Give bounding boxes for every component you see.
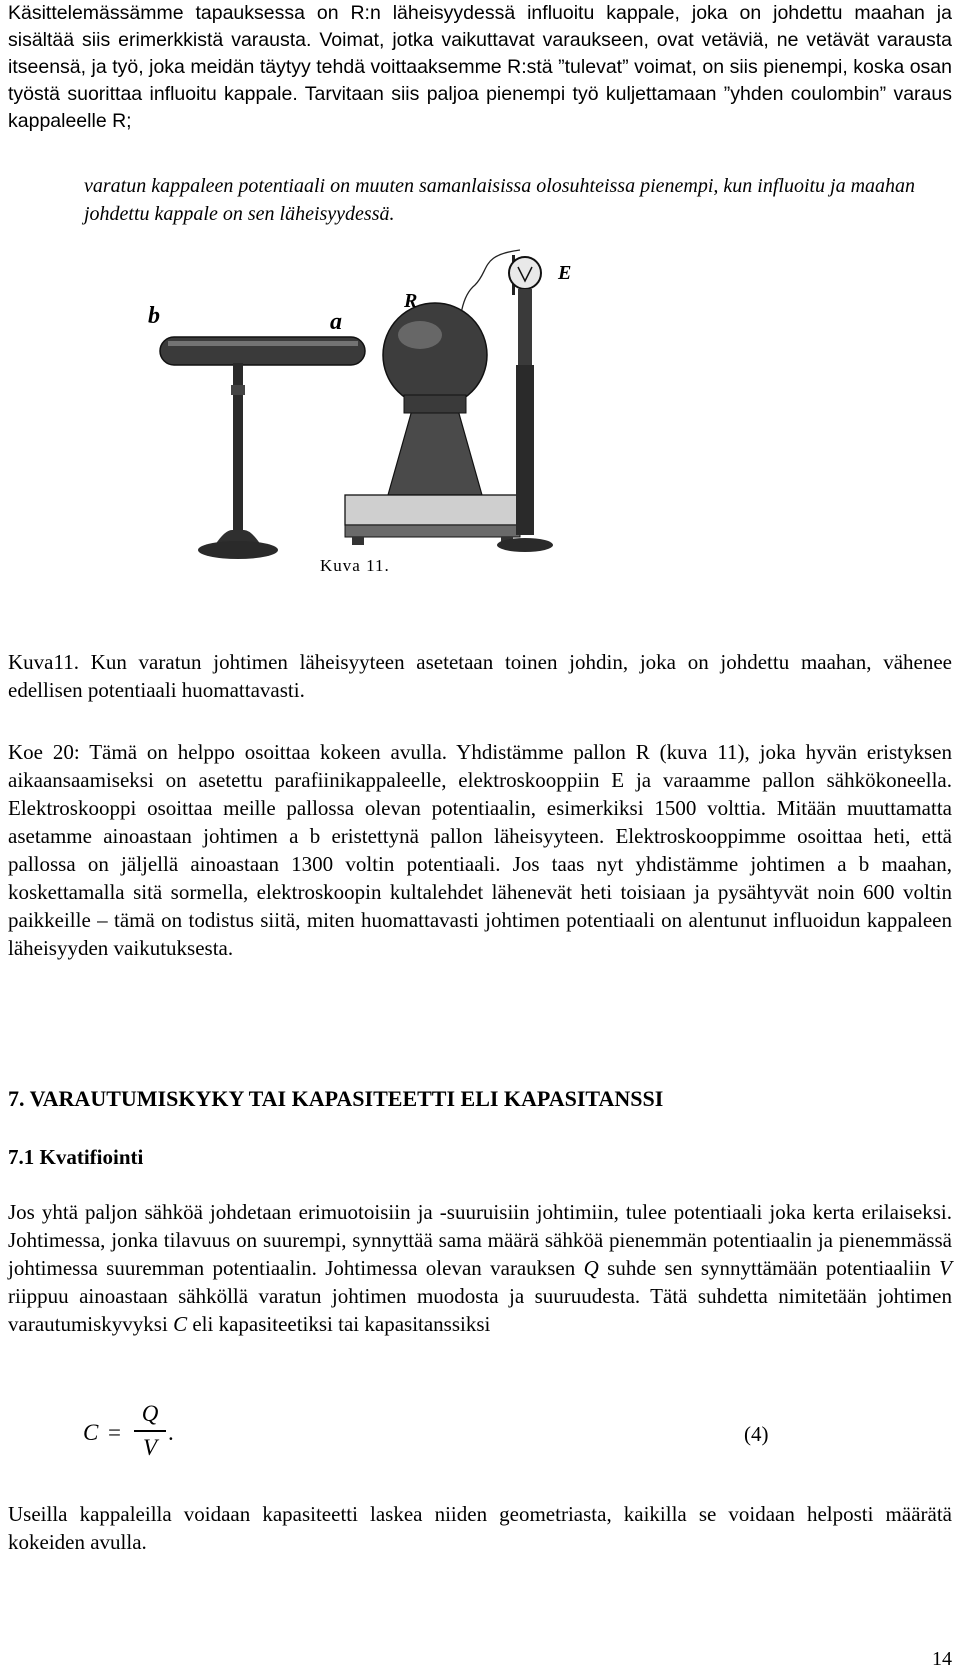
- equation-denominator: V: [142, 1434, 158, 1460]
- closing-paragraph: Useilla kappaleilla voidaan kapasiteetti laskea niiden geometriasta, kaikilla se voidaan helposti määrätä kokeiden avulla.: [8, 1502, 952, 1554]
- label-a: a: [330, 309, 342, 335]
- electroscope-stand-lower: [516, 365, 534, 535]
- sphere-highlight: [398, 321, 442, 349]
- capacitance-intro-paragraph: [8, 1198, 952, 1338]
- sphere-r: [383, 303, 487, 407]
- equation-number: (4): [744, 1422, 769, 1446]
- experiment-paragraph: [8, 738, 952, 962]
- text-part-3: riippuu ainoastaan sähköllä varatun johtimen muodosta ja suuruudesta. Tätä suhdetta nimitetään johtimen varautumiskyvyksi: [8, 1284, 952, 1336]
- experiment-label: Koe 20: [8, 740, 74, 764]
- electroscope-base: [497, 538, 553, 552]
- equation-fraction: [134, 1400, 166, 1462]
- rod-stand-collar: [231, 385, 245, 395]
- capacitance-equation: [0, 1400, 960, 1480]
- experiment-text: : Tämä on helppo osoittaa kokeen avulla. Yhdistämme pallon R (kuva 11), joka hyvän eristyksen aikaansaamiseksi on asetettu parafiinikappaleelle, elektroskooppiin E ja varaamme pallon sähkökoneella. Elektroskooppi osoittaa meille pallossa olevan potentiaalin, esimerkiksi 1500 volttia. Mitään muuttamatta asetamme ainoastaan johtimen a b eristettynä pallon läheisyyteen. Elektroskooppimme osoittaa heti, että pallossa on jäljellä ainoastaan 1300 voltin potentiaali. Jos taas nyt yhdistämme johtimen a b maahan, koskettamalla sitä sormella, elektroskoopin kultalehdet lähenevät heti toisiaan ja pysähtyvät noin 600 voltin paikkeille – tämä on todistus siitä, miten huomattavasti johtimen potentiaali on alentunut influoidun kappaleen läheisyyden vaikutuksesta.: [8, 740, 952, 960]
- text-part-1: Jos yhtä paljon sähköä johdetaan erimuotoisiin ja -suuruisiin johtimiin, tulee potentiaali joka kerta erilaiseksi. Johtimessa, jonka tilavuus on suurempi, synnyttää sama määrä sähköä pienemmän potentiaalin ja pienemmässä johtimessa suuremman potentiaalin. Johtimessa olevan varauksen: [8, 1200, 952, 1280]
- figure-inner-caption: Kuva 11.: [320, 556, 390, 575]
- block-foot-left: [352, 537, 364, 545]
- equation-numerator: Q: [141, 1401, 159, 1426]
- intro-paragraph: Käsittelemässämme tapauksessa on R:n läheisyydessä influoitu kappale, joka on johdettu maahan ja sisältää siis erimerkkistä varausta. Voimat, jotka vaikuttavat varaukseen, ovat vetäviä, ne vetävät varausta itseensä, ja työ, joka meidän täytyy tehdä voittaaksemme R:stä ”tulevat” voimat, on siis pienempi, koska osan työstä suorittaa influoitu kappale. Tarvitaan siis paljoa pienempi työ kuljettamaan ”yhden coulombin” varaus kappaleelle R;: [8, 2, 952, 132]
- sphere-neck: [404, 395, 466, 413]
- symbol-v: V: [939, 1256, 952, 1280]
- rod-stand-base: [198, 541, 278, 559]
- sphere-pedestal: [388, 410, 482, 495]
- subsection-heading: 7.1 Kvatifiointi: [8, 1145, 144, 1169]
- figure-caption: Kuva11. Kun varatun johtimen läheisyyteen asetetaan toinen johdin, joka on johdettu maahan, vähenee edellisen potentiaali huomattavasti.: [8, 650, 952, 702]
- equation-period: .: [168, 1420, 174, 1445]
- equation-equals: =: [108, 1420, 121, 1445]
- label-r: R: [404, 290, 418, 312]
- electroscope-dial: [509, 257, 541, 289]
- rod-highlight: [168, 341, 358, 346]
- italic-statement: varatun kappaleen potentiaali on muuten samanlaisissa olosuhteissa pienempi, kun influoitu ja maahan johdettu kappale on sen läheisyydessä.: [84, 175, 916, 225]
- symbol-q: Q: [583, 1256, 599, 1280]
- fraction-bar: [134, 1430, 166, 1432]
- label-b: b: [148, 303, 160, 329]
- page-number: 14: [932, 1648, 952, 1670]
- text-part-4: eli kapasiteetiksi tai kapasitanssiksi: [187, 1312, 491, 1336]
- paraffin-block: [345, 495, 520, 525]
- block-base: [345, 525, 520, 537]
- apparatus-drawing: [120, 245, 640, 620]
- text-part-2: suhde sen synnyttämään potentiaaliin: [598, 1256, 940, 1280]
- section-heading: 7. VARAUTUMISKYKY TAI KAPASITEETTI ELI KAPASITANSSI: [8, 1086, 664, 1111]
- symbol-c: C: [173, 1312, 188, 1336]
- label-e: E: [558, 262, 572, 284]
- figure-apparatus-illustration: [120, 245, 640, 620]
- equation-lhs: C: [83, 1420, 99, 1445]
- electroscope-stand-upper: [518, 289, 532, 369]
